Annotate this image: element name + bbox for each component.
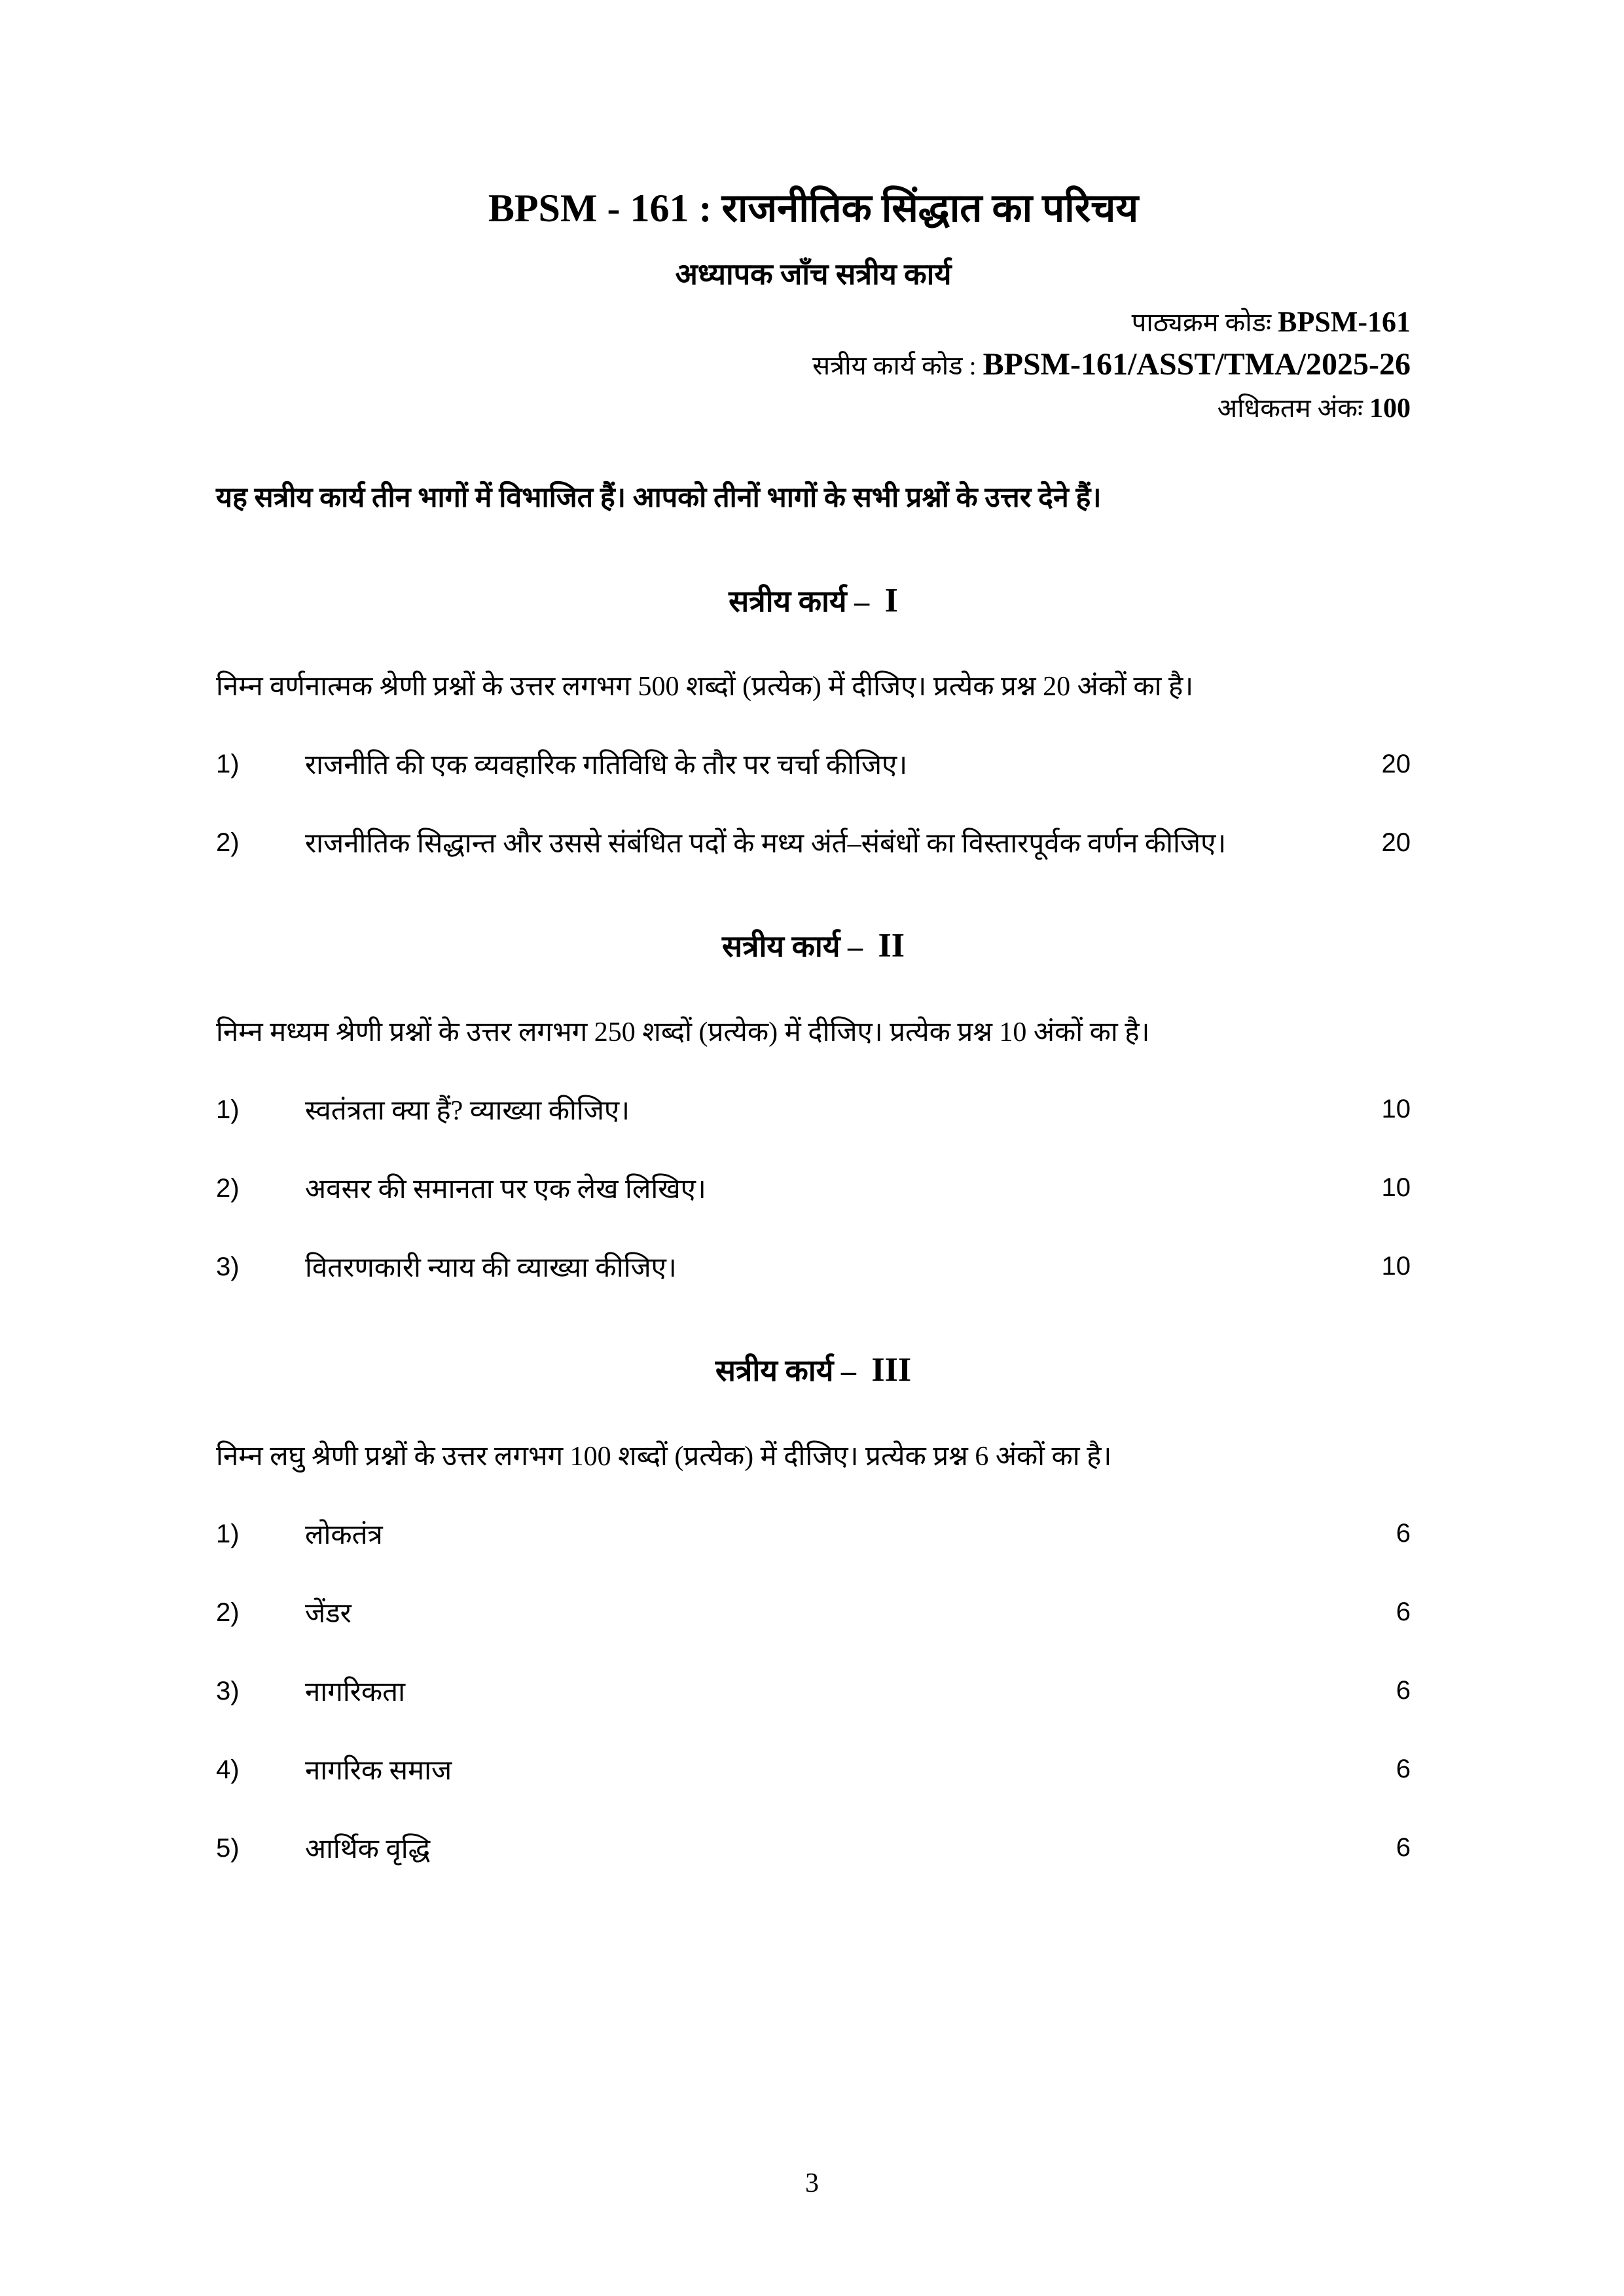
question-row: [216, 1089, 1411, 1133]
question-marks: 10: [1381, 1173, 1411, 1203]
question-number: 1): [216, 1095, 240, 1124]
question-row: [216, 1749, 1411, 1793]
question-marks: 6: [1396, 1597, 1411, 1626]
question-text: लोकतंत्र: [305, 1520, 383, 1550]
assignment-code-label: सत्रीय कार्य कोड :: [812, 351, 977, 381]
section-1-heading-text: सत्रीय कार्य –: [729, 584, 870, 618]
question-text: नागरिक समाज: [305, 1755, 452, 1786]
section-3-heading: [216, 1348, 1411, 1393]
question-text: जेंडर: [305, 1598, 352, 1629]
intro-note: यह सत्रीय कार्य तीन भागों में विभाजित हैं। आपको तीनों भागों के सभी प्रश्नों के उत्तर देने हैं।: [216, 482, 1102, 513]
assignment-code-value: BPSM-161/ASST/TMA/2025-26: [983, 347, 1411, 382]
section-3-heading-text: सत्रीय कार्य –: [715, 1354, 856, 1388]
question-number: 2): [216, 1174, 240, 1203]
question-number: 1): [216, 750, 240, 779]
question-marks: 10: [1381, 1095, 1411, 1124]
question-row: [216, 822, 1411, 866]
course-code-line: [216, 302, 1411, 341]
question-marks: 6: [1396, 1518, 1411, 1548]
question-number: 2): [216, 1597, 240, 1627]
question-marks: 10: [1381, 1252, 1411, 1281]
question-text: स्वतंत्रता क्या हैं? व्याख्या कीजिए।: [305, 1095, 630, 1126]
section-2-heading: [216, 924, 1411, 968]
question-text: अवसर की समानता पर एक लेख लिखिए।: [305, 1175, 706, 1205]
section-3-heading-numeral: III: [871, 1351, 912, 1389]
section-3-instructions: निम्न लघु श्रेणी प्रश्नों के उत्तर लगभग 100 शब्दों (प्रत्येक) में दीजिए। प्रत्येक प्रश्न 6 अंकों का है।: [216, 1441, 1112, 1472]
question-number: 1): [216, 1519, 240, 1548]
max-marks-line: [216, 390, 1411, 428]
question-row: [216, 1670, 1411, 1715]
question-row: [216, 1592, 1411, 1636]
page-title: BPSM - 161 : राजनीतिक सिंद्धात का परिचय: [488, 187, 1139, 230]
question-marks: 20: [1381, 828, 1411, 857]
question-number: 5): [216, 1833, 240, 1863]
section-1-heading-numeral: I: [884, 581, 898, 619]
page-number: 3: [805, 2168, 819, 2198]
section-2-heading-text: सत्रीय कार्य –: [722, 930, 863, 964]
question-text: आर्थिक वृद्धि: [305, 1834, 431, 1865]
max-marks-label: अधिकतम अंकः: [1217, 393, 1363, 424]
question-row: [216, 1246, 1411, 1290]
question-number: 4): [216, 1755, 240, 1784]
section-1-heading: [216, 579, 1411, 623]
section-1-instructions: निम्न वर्णनात्मक श्रेणी प्रश्नों के उत्तर लगभग 500 शब्दों (प्रत्येक) में दीजिए। प्रत्येक प्रश्न 20 अंकों का है।: [216, 672, 1194, 702]
question-text: राजनीतिक सिद्धान्त और उससे संबंधित पदों के मध्य अंर्त–संबंधों का विस्तारपूर्वक वर्णन कीजिए।: [305, 829, 1227, 860]
section-2-instructions: निम्न मध्यम श्रेणी प्रश्नों के उत्तर लगभग 250 शब्दों (प्रत्येक) में दीजिए। प्रत्येक प्रश्न 10 अंकों का है।: [216, 1017, 1150, 1048]
course-code-value: BPSM-161: [1278, 306, 1411, 338]
question-number: 3): [216, 1676, 240, 1705]
question-row: [216, 1167, 1411, 1212]
question-marks: 6: [1396, 1755, 1411, 1784]
max-marks-value: 100: [1369, 393, 1411, 424]
question-row: [216, 1513, 1411, 1558]
question-text: राजनीति की एक व्यवहारिक गतिविधि के तौर पर चर्चा कीजिए।: [305, 750, 908, 781]
course-code-label: पाठ्यक्रम कोडः: [1131, 308, 1272, 337]
question-marks: 20: [1381, 749, 1411, 778]
assignment-code-line: [216, 344, 1411, 386]
question-marks: 6: [1396, 1676, 1411, 1705]
question-text: वितरणकारी न्याय की व्याख्या कीजिए।: [305, 1253, 677, 1284]
question-row: [216, 743, 1411, 788]
question-marks: 6: [1396, 1833, 1411, 1863]
question-number: 2): [216, 828, 240, 858]
question-row: [216, 1827, 1411, 1872]
question-text: नागरिकता: [305, 1677, 405, 1707]
assignment-subtitle: अध्यापक जाँच सत्रीय कार्य: [675, 258, 952, 291]
section-2-heading-numeral: II: [878, 927, 905, 965]
question-number: 3): [216, 1252, 240, 1282]
